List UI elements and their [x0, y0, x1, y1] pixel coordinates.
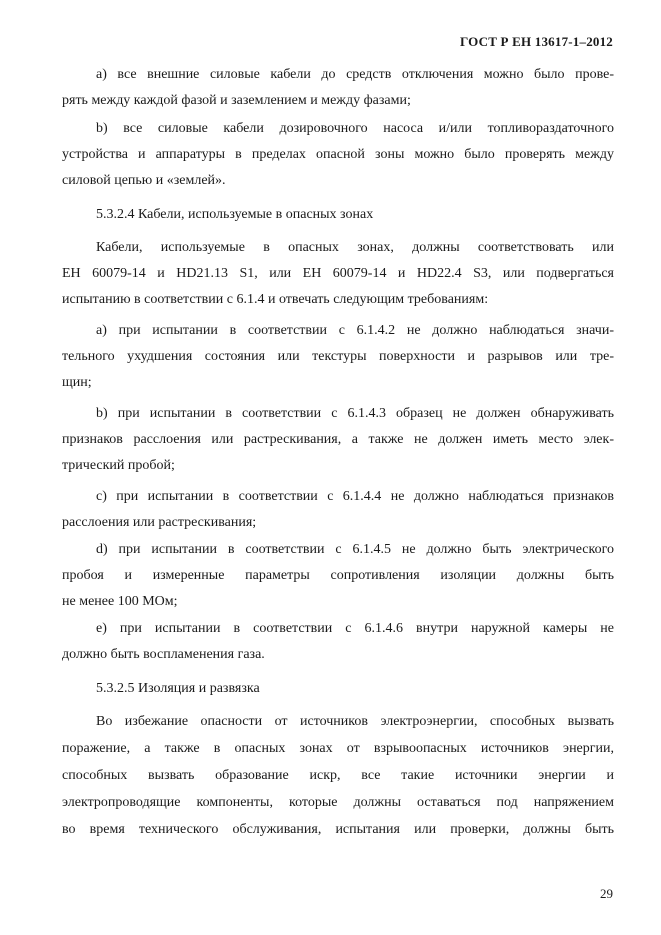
text-line: рять между каждой фазой и заземлением и между фазами; — [62, 93, 411, 108]
text-line: а) при испытании в соответствии с 6.1.4.2 не должно наблюдаться значи- — [96, 323, 614, 338]
text-line: поражение, а также в опасных зонах от взрывоопасных источников энергии, — [62, 741, 614, 756]
text-line: b) при испытании в соответствии с 6.1.4.3 образец не должен обнаруживать — [96, 406, 614, 421]
text-line: d) при испытании в соответствии с 6.1.4.5 не должно быть электрического — [96, 542, 614, 557]
text-line: Кабели, используемые в опасных зонах, должны соответствовать или — [96, 240, 614, 255]
text-line: испытанию в соответствии с 6.1.4 и отвечать следующим требованиям: — [62, 292, 489, 307]
section-heading: 5.3.2.4 Кабели, используемые в опасных зонах — [96, 207, 374, 222]
text-line: электропроводящие компоненты, которые должны оставаться под напряжением — [62, 795, 614, 810]
text-line: а) все внешние силовые кабели до средств отключения можно было прове- — [96, 67, 614, 82]
text-line: силовой цепью и «землей». — [62, 173, 226, 188]
text-line: не менее 100 МОм; — [62, 594, 178, 609]
text-line: трический пробой; — [62, 458, 175, 473]
text-line: b) все силовые кабели дозировочного насоса и/или топливораздаточного — [96, 121, 614, 136]
document-header: ГОСТ Р ЕН 13617-1–2012 — [460, 34, 613, 49]
text-line: тельного ухудшения состояния или текстуры поверхности и разрывов или тре- — [62, 349, 614, 364]
text-line: расслоения или растрескивания; — [62, 515, 257, 530]
text-line: во время технического обслуживания, испытания или проверки, должны быть — [62, 822, 614, 837]
text-line: устройства и аппаратуры в пределах опасной зоны можно было проверять между — [62, 147, 614, 162]
text-line: е) при испытании в соответствии с 6.1.4.6 внутри наружной камеры не — [96, 621, 614, 636]
text-line: ЕН 60079-14 и HD21.13 S1, или ЕН 60079-14 и HD22.4 S3, или подвергаться — [62, 266, 614, 281]
text-line: способных вызвать образование искр, все такие источники энергии и — [62, 768, 614, 783]
text-line: щин; — [62, 375, 92, 390]
section-heading: 5.3.2.5 Изоляция и развязка — [96, 681, 260, 696]
text-line: признаков расслоения или растрескивания, а также не должен иметь место элек- — [62, 432, 614, 447]
text-line: пробоя и измеренные параметры сопротивления изоляции должны быть — [62, 568, 614, 583]
text-line: Во избежание опасности от источников электроэнергии, способных вызвать — [96, 714, 614, 729]
text-line: должно быть воспламенения газа. — [62, 647, 265, 662]
text-line: с) при испытании в соответствии с 6.1.4.4 не должно наблюдаться признаков — [96, 489, 614, 504]
page-number: 29 — [600, 886, 613, 901]
